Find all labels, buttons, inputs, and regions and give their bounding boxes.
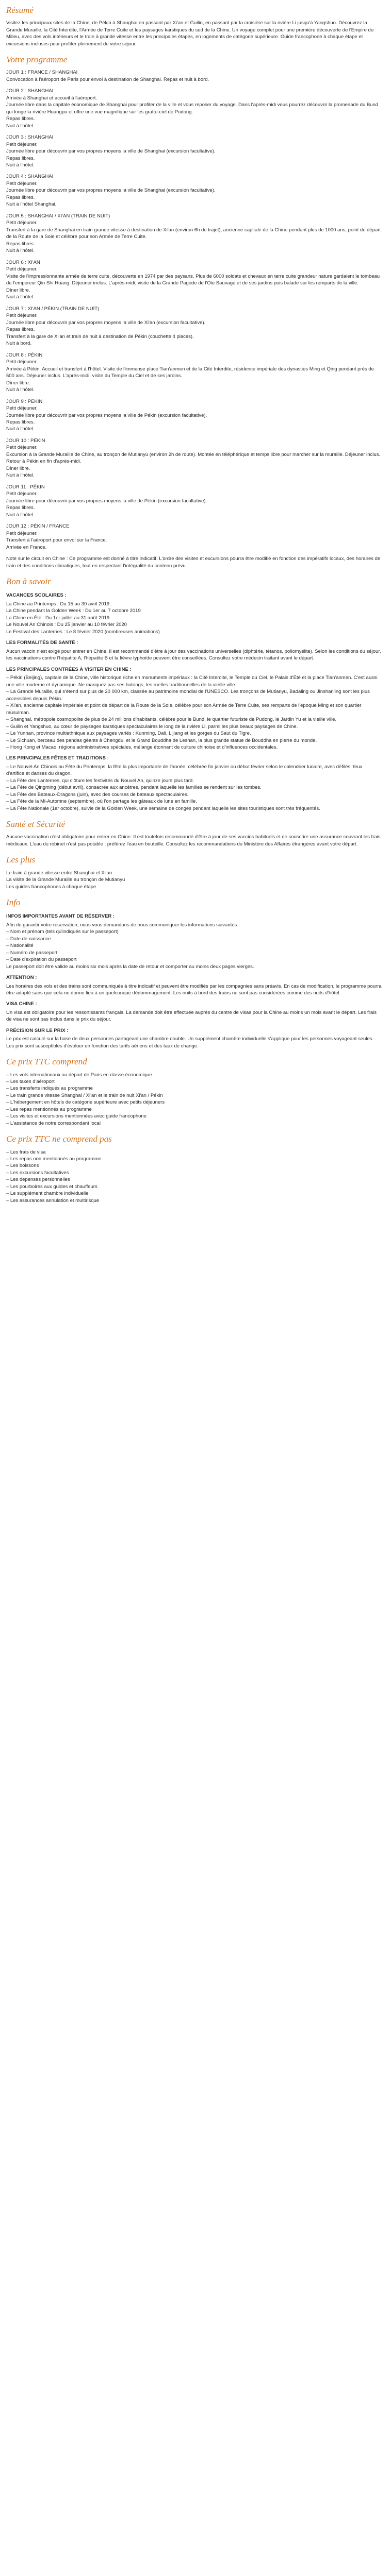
list-item: La visite de la Grande Muraille au tronçon de Mutianyu [6,877,125,883]
list-item: – Les repas non mentionnés au programme [6,1156,102,1162]
day-line: Nuit à l'hôtel. [6,248,35,254]
day-block [6,398,382,433]
list-item: – Les frais de visa [6,1149,46,1155]
bon-a-savoir-vacances [6,592,382,635]
subsection-title: LES FORMALITÉS DE SANTÉ : [6,640,78,646]
list-item: – La Fête des Bateaux-Dragons (juin), avec des courses de bateaux spectaculaires. [6,791,189,798]
day-block [6,173,382,208]
day-line: Journée libre pour découvrir par vos propres moyens la ville de Pékin (excursion facultative). [6,412,207,418]
list-item: – La Fête Nationale (1er octobre), suivie de la Golden Week, une semaine de congés pendant laquelle les sites touristiques sont très fréquentés. [6,805,320,811]
day-line: Repas libres. [6,155,35,161]
subsection-title: ATTENTION : [6,975,37,981]
list-item: – Les excursions facultatives [6,1170,69,1176]
list-item: – L'assistance de notre correspondant local [6,1120,101,1126]
section-title-resume: Résumé [6,5,34,15]
day-line: Petit déjeuner. [6,445,38,451]
list-item: – Les taxes d'aéroport [6,1079,55,1084]
inclus-list [6,1072,382,1127]
list-item: Les guides francophones à chaque étape [6,884,96,890]
info-avant-reserver [6,913,382,970]
info-prix [6,1027,382,1049]
list-item: Le passeport doit être valide au moins six mois après la date de retour et comporter au moins deux pages vierges. [6,963,254,970]
day-line: Transfert à la gare de Xi'an et train de nuit à destination de Pékin (couchette 4 places). [6,333,194,340]
day-line: Petit déjeuner. [6,405,38,412]
day-line: Repas libres. [6,194,35,200]
info-attention [6,974,382,996]
list-item: – Date d'expiration du passeport [6,957,77,963]
list-item: – La Grande Muraille, qui s'étend sur plus de 20 000 km, classée au patrimoine mondial de l'UNESCO. Les tronçons de Mutianyu, Badaling ou Jinshanling sont les plus accessibles depuis Pékin. [6,689,370,702]
subsection-title: INFOS IMPORTANTES AVANT DE RÉSERVER : [6,913,115,920]
day-line: Arrivée en France. [6,544,47,550]
list-item: Le train à grande vitesse entre Shanghai et Xi'an [6,870,112,876]
day-line: Nuit à l'hôtel. [6,162,35,168]
list-item: – L'hébergement en hôtels de catégorie supérieure avec petits déjeuners [6,1099,165,1106]
list-item: – Les assurances annulation et multirisque [6,1197,100,1204]
list-item: – Le Sichuan, berceau des pandas géants à Chengdu, et le Grand Bouddha de Leshan, la plus grande statue de Bouddha en pierre du monde. [6,737,317,743]
day-line: Dîner libre. [6,287,30,293]
list-item: – Les boissons [6,1163,39,1169]
list-item: – Les vols internationaux au départ de Paris en classe économique [6,1072,152,1078]
day-line: Petit déjeuner. [6,359,38,365]
day-block [6,88,382,129]
list-item: – Guilin et Yangshuo, au cœur de paysages karstiques spectaculaires le long de la rivière Li, parmi les plus beaux paysages de Chine. [6,723,298,730]
list-item: – La Fête de la Mi-Automne (septembre), où l'on partage les gâteaux de lune en famille. [6,799,197,805]
day-title: JOUR 9 : PÉKIN [6,398,43,404]
day-title: JOUR 11 : PÉKIN [6,484,45,490]
day-line: Nuit à l'hôtel. [6,123,35,129]
bon-a-savoir-contrees [6,666,382,751]
list-item: – Xi'an, ancienne capitale impériale et point de départ de la Route de la Soie, célèbre pour son Armée de Terre Cuite, ses remparts de l'époque Ming et son quartier musulman. [6,703,362,716]
subsection-title: LES PRINCIPALES FÊTES ET TRADITIONS : [6,755,109,761]
list-item: – Le supplément chambre individuelle [6,1191,89,1197]
section-title-non-inclus: Ce prix TTC ne comprend pas [6,1134,112,1144]
day-line: Nuit à l'hôtel. [6,294,35,300]
day-block [6,523,382,551]
bon-a-savoir-fetes [6,755,382,812]
day-block [6,213,382,255]
day-line: Visite de l'impressionnante armée de terre cuite, découverte en 1974 par des paysans. Plus de 6000 soldats et chevaux en terre cuite grandeur nature gardaient le tombeau de l'empereur Qin Shi Huang. Déjeuner inclus. L'après-midi, visite de la Grande Pagode de l'Oie Sauvage et de ses jardins puis balade sur les remparts de la ville. [6,273,380,286]
day-line: Petit déjeuner. [6,530,38,536]
day-line: Journée libre pour découvrir par vos propres moyens la ville de Xi'an (excursion facultative). [6,319,206,326]
day-line: Nuit à bord. [6,341,32,347]
day-line: Petit déjeuner. [6,141,38,147]
list-item: Le Festival des Lanternes : Le 8 février 2020 (nombreuses animations) [6,629,160,635]
list-item: La Chine pendant la Golden Week : Du 1er au 7 octobre 2019 [6,608,141,614]
list-item: – La Fête des Lanternes, qui clôture les festivités du Nouvel An, quinze jours plus tard. [6,777,194,784]
page [0,0,391,1211]
list-item: – Nationalité [6,943,34,949]
list-item: Les horaires des vols et des trains sont communiqués à titre indicatif et peuvent être modifiés par les compagnies sans préavis. En cas de modification, le programme pourra être adapté sans que cela ne donne lieu à un quelconque dédommagement. Les nuits à bord des trains ne sont pas considérées comme des nuits d'hôtel. [6,983,382,996]
subsection-title: VACANCES SCOLAIRES : [6,592,67,599]
day-title: JOUR 4 : SHANGHAI [6,174,54,180]
subsection-title: LES PRINCIPALES CONTRÉES À VISITER EN CHINE : [6,666,132,672]
day-title: JOUR 12 : PÉKIN / FRANCE [6,523,70,530]
day-block [6,134,382,168]
day-line: Petit déjeuner. [6,180,38,187]
list-item: Un visa est obligatoire pour les ressortissants français. La demande doit être effectuée auprès du centre de visas pour la Chine au moins un mois avant le départ. Les frais de visa ne sont pas inclus dans le prix du séjour. [6,1009,377,1023]
list-item: Le Nouvel An Chinois : Du 25 janvier au 10 février 2020 [6,622,127,628]
programme-note: Note sur le circuit en Chine : Ce programme est donné à titre indicatif. L'ordre des visites et excursions pourra être modifié en fonction des impératifs locaux, des horaires de train et des conditions climatiques, tout en respectant l'intégralité du contenu prévu. [6,556,381,569]
list-item: – La Fête de Qingming (début avril), consacrée aux ancêtres, pendant laquelle les familles se rendent sur les tombes. [6,785,262,791]
day-title: JOUR 10 : PÉKIN [6,437,45,444]
day-block [6,69,382,83]
info-visa [6,1001,382,1023]
section-title-les-plus: Les plus [6,855,36,865]
list-item: – Hong Kong et Macao, régions administratives spéciales, mélange étonnant de culture chinoise et d'influences occidentales. [6,744,278,750]
list-item: Aucun vaccin n'est exigé pour entrer en Chine. Il est recommandé d'être à jour des vaccinations universelles (diphtérie, tétanos, poliomyélite). Selon les conditions du séjour, les vaccinations contre l'hépatite A, l'hépatite B et la fièvre typhoïde peuvent être conseillées. Consultez votre médecin traitant avant le départ. [6,648,381,662]
list-item: – Les visites et excursions mentionnées avec guide francophone [6,1113,146,1120]
day-line: Dîner libre. [6,380,30,386]
day-line: Convocation à l'aéroport de Paris pour envol à destination de Shanghai. Repas et nuit à bord. [6,76,209,82]
list-item: – Shanghai, métropole cosmopolite de plus de 24 millions d'habitants, célèbre pour le Bund, le quartier futuriste de Pudong, le Jardin Yu et la vieille ville. [6,717,337,723]
subsection-title: PRÉCISION SUR LE PRIX : [6,1027,69,1033]
day-title: JOUR 7 : XI'AN / PÉKIN (TRAIN DE NUIT) [6,306,100,312]
section-title-bon-a-savoir: Bon à savoir [6,577,51,587]
list-item: – Le Yunnan, province multiethnique aux paysages variés : Kunming, Dali, Lijiang et les gorges du Saut du Tigre. [6,731,251,737]
day-line: Nuit à l'hôtel. [6,472,35,479]
list-item: – Pékin (Beijing), capitale de la Chine, ville historique riche en monuments impériaux : la Cité Interdite, le Temple du Ciel, le Palais d'Été et la place Tian'anmen. C'est aussi une ville moderne et dynamique. Ne manquez pas ses hutongs, les ruelles traditionnelles de la vieille ville. [6,675,378,688]
day-block [6,437,382,479]
day-line: Transfert à l'aéroport pour envol sur la France. [6,537,107,544]
day-title: JOUR 6 : XI'AN [6,259,40,265]
day-line: Transfert à la gare de Shanghai en train grande vitesse à destination de Xi'an (environ 6h de trajet), ancienne capitale de la Chine pendant plus de 1000 ans, point de départ de la Route de la Soie et célèbre pour son Armée de Terre Cuite. [6,227,381,240]
day-block [6,306,382,347]
day-line: Repas libres. [6,241,35,247]
non-inclus-list [6,1149,382,1205]
les-plus-list [6,870,382,890]
day-line: Repas libres. [6,116,35,122]
section-title-info: Info [6,897,21,908]
day-line: Petit déjeuner. [6,313,38,319]
list-item: – Nom et prénom (tels qu'indiqués sur le passeport) [6,929,119,935]
list-item: – Les transferts indiqués au programme [6,1086,93,1092]
bon-a-savoir-sante [6,639,382,662]
day-line: Journée libre pour découvrir par vos propres moyens la ville de Pékin (excursion facultative). [6,498,207,504]
section-title-sante: Santé et Sécurité [6,819,66,829]
day-title: JOUR 1 : FRANCE / SHANGHAI [6,70,78,76]
list-item: – Les repas mentionnés au programme [6,1106,92,1112]
day-line: Petit déjeuner. [6,220,38,226]
section-title-programme: Votre programme [6,55,68,65]
day-line: Arrivée à Pékin. Accueil et transfert à l'hôtel. Visite de l'immense place Tian'anmen et de la Cité Interdite, résidence impériale des dynasties Ming et Qing pendant près de 500 ans. Déjeuner inclus. L'après-midi, visite du Temple du Ciel et de ses jardins. [6,366,374,379]
list-item: Afin de garantir votre réservation, nous vous demandons de nous communiquer les informations suivantes : [6,922,240,928]
list-item: – Les pourboires aux guides et chauffeurs [6,1183,97,1190]
list-item: – Le train grande vitesse Shanghai / Xi'an et le train de nuit Xi'an / Pékin [6,1092,163,1098]
day-block [6,484,382,518]
list-item: – Le Nouvel An Chinois ou Fête du Printemps, la fête la plus importante de l'année, célébrée fin janvier ou début février selon le calendrier lunaire, avec défilés, feux d'artifice et danses du dragon. [6,764,363,777]
list-item: La Chine en Été : Du 1er juillet au 31 août 2019 [6,615,110,621]
day-line: Petit déjeuner. [6,266,38,273]
subsection-title: VISA CHINE : [6,1001,37,1007]
sante-text: Aucune vaccination n'est obligatoire pour entrer en Chine. Il est toutefois recommandé d'être à jour de ses vaccins habituels et de souscrire une assurance couvrant les frais médicaux. L'eau du robinet n'est pas potable : préférez l'eau en bouteille. Consultez les recommandations du Ministère des Affaires étrangères avant votre départ. [6,834,381,847]
day-line: Journée libre dans la capitale économique de Shanghai pour profiter de la ville et vous reposer du voyage. Dans l'après-midi vous pourrez découvrir la promenade du Bund qui longe la rivière Huangpu et offre une vue magnifique sur les gratte-ciel de Pudong. [6,102,379,115]
list-item: – Les dépenses personnelles [6,1177,70,1183]
day-line: Nuit à l'hôtel Shanghai. [6,201,57,208]
list-item: La Chine au Printemps : Du 15 au 30 avril 2019 [6,601,110,607]
section-title-inclus: Ce prix TTC comprend [6,1057,87,1067]
day-block [6,352,382,394]
day-line: Journée libre pour découvrir par vos propres moyens la ville de Shanghai (excursion facultative). [6,188,216,194]
programme-days [6,69,382,551]
day-title: JOUR 8 : PÉKIN [6,352,43,358]
day-line: Repas libres. [6,327,35,333]
day-line: Arrivée à Shanghai et accueil à l'aéroport. [6,95,97,101]
list-item: – Numéro de passeport [6,950,58,956]
day-block [6,259,382,301]
list-item: Le prix est calculé sur la base de deux personnes partageant une chambre double. Un supplément chambre individuelle s'applique pour les personnes voyageant seules. Les prix sont susceptibles d'évoluer en fonction des tarifs aériens et des taux de change. [6,1036,374,1049]
day-line: Excursion à la Grande Muraille de Chine, au tronçon de Mutianyu (environ 2h de route). Montée en téléphérique et temps libre pour marcher sur la muraille. Déjeuner inclus. Retour à Pékin en fin d'après-midi. [6,451,381,465]
day-line: Nuit à l'hôtel. [6,426,35,432]
day-line: Nuit à l'hôtel. [6,387,35,393]
day-title: JOUR 5 : SHANGHAI / XI'AN (TRAIN DE NUIT) [6,213,110,219]
day-title: JOUR 2 : SHANGHAI [6,88,54,94]
day-title: JOUR 3 : SHANGHAI [6,134,54,141]
day-line: Petit déjeuner. [6,491,38,497]
day-line: Repas libres. [6,505,35,511]
resume-text: Visitez les principaux sites de la Chine, de Pékin à Shanghai en passant par Xi'an et Guilin, en passant par la croisière sur la rivière Li jusqu'à Yangshuo. Découvrez la Grande Muraille, la Cité Interdite, l'Armée de Terre Cuite et les paysages karstiques du sud de la Chine. Un voyage complet pour une première découverte de l'Empire du Milieu, avec des vols intérieurs et le train à grande vitesse entre les principales étapes, en logements de catégorie supérieure. Guide francophone à chaque étape et excursions incluses pour profiter pleinement de votre séjour. [6,20,374,47]
day-line: Repas libres. [6,419,35,425]
day-line: Nuit à l'hôtel. [6,512,35,518]
list-item: – Date de naissance [6,936,51,942]
day-line: Dîner libre. [6,465,30,471]
day-line: Journée libre pour découvrir par vos propres moyens la ville de Shanghai (excursion facultative). [6,148,216,155]
